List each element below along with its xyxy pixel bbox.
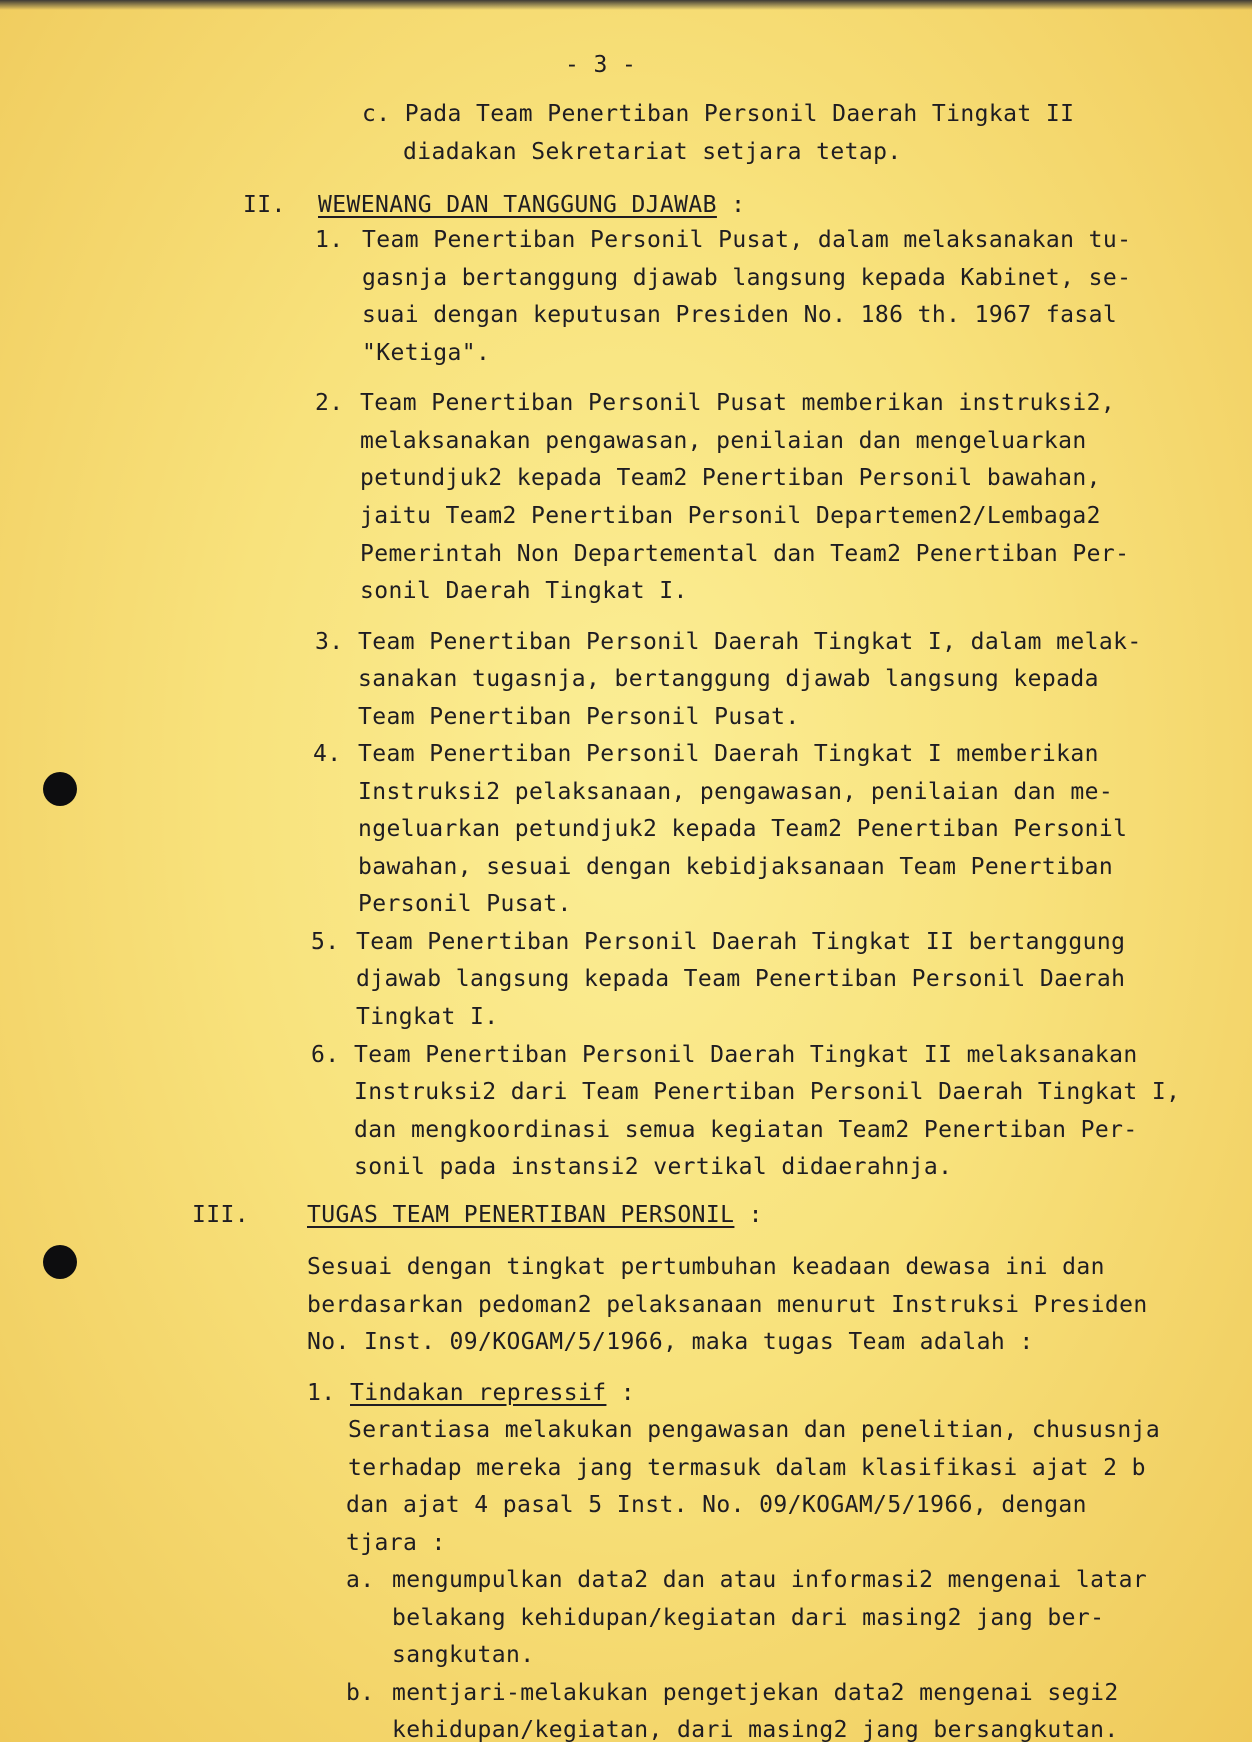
ii-3-line-1: Team Penertiban Personil Daerah Tingkat I, dalam melak- [358, 629, 1142, 655]
section-iii-heading-text: TUGAS TEAM PENERTIBAN PERSONIL [307, 1202, 735, 1228]
ii-2-number: 2. [315, 390, 344, 416]
iii-1-number: 1. [307, 1380, 336, 1406]
ii-6-line-2: Instruksi2 dari Team Penertiban Personil Daerah Tingkat I, [354, 1079, 1181, 1105]
ii-1-line-2: gasnja bertanggung djawab langsung kepada Kabinet, se- [362, 265, 1132, 291]
ii-2-line-6: sonil Daerah Tingkat I. [360, 578, 688, 604]
ii-6-line-3: dan mengkoordinasi semua kegiatan Team2 Penertiban Per- [354, 1117, 1138, 1143]
page-number: - 3 - [565, 52, 637, 78]
ii-2-line-4: jaitu Team2 Penertiban Personil Departemen2/Lembaga2 [360, 503, 1101, 529]
ii-1-number: 1. [315, 227, 344, 253]
ii-4-number: 4. [313, 741, 342, 767]
item-c-line-1: c. Pada Team Penertiban Personil Daerah Tingkat II [362, 101, 1075, 127]
ii-1-line-4: "Ketiga". [362, 340, 491, 366]
ii-4-line-4: bawahan, sesuai dengan kebidjaksanaan Team Penertiban [358, 854, 1114, 880]
ii-6-number: 6. [311, 1042, 340, 1068]
ii-1-line-1: Team Penertiban Personil Pusat, dalam melaksanakan tu- [362, 227, 1132, 253]
ii-3-number: 3. [315, 629, 344, 655]
iii-1a-line-3: sangkutan. [392, 1642, 535, 1668]
iii-1a-line-1: mengumpulkan data2 dan atau informasi2 mengenai latar [392, 1567, 1148, 1593]
section-iii-heading [307, 1200, 763, 1230]
iii-intro-line-2: berdasarkan pedoman2 pelaksanaan menurut Instruksi Presiden [307, 1292, 1148, 1318]
ii-4-line-5: Personil Pusat. [358, 891, 572, 917]
section-ii-heading [318, 190, 745, 220]
ii-6-line-1: Team Penertiban Personil Daerah Tingkat II melaksanakan [354, 1042, 1138, 1068]
punch-hole-top [43, 772, 77, 806]
iii-1b-line-1: mentjari-melakukan pengetjekan data2 mengenai segi2 [392, 1680, 1119, 1706]
iii-1-title-text: Tindakan repressif [350, 1380, 607, 1406]
ii-5-line-1: Team Penertiban Personil Daerah Tingkat II bertanggung [356, 929, 1126, 955]
section-ii-heading-colon: : [731, 192, 746, 218]
ii-2-line-5: Pemerintah Non Departemental dan Team2 Penertiban Per- [360, 541, 1130, 567]
ii-4-line-2: Instruksi2 pelaksanaan, pengawasan, penilaian dan me- [358, 779, 1114, 805]
iii-1-line-4: tjara : [346, 1530, 446, 1556]
iii-1-line-1: Serantiasa melakukan pengawasan dan penelitian, chususnja [348, 1417, 1161, 1443]
scan-top-edge [0, 0, 1252, 10]
ii-1-line-3: suai dengan keputusan Presiden No. 186 th. 1967 fasal [362, 302, 1118, 328]
ii-6-line-4: sonil pada instansi2 vertikal didaerahnja. [354, 1154, 953, 1180]
section-ii-numeral: II. [243, 192, 286, 218]
iii-1-line-3: dan ajat 4 pasal 5 Inst. No. 09/KOGAM/5/1966, dengan [346, 1492, 1087, 1518]
iii-1a-line-2: belakang kehidupan/kegiatan dari masing2 jang ber- [392, 1605, 1105, 1631]
iii-1-line-2: terhadap mereka jang termasuk dalam klasifikasi ajat 2 b [348, 1455, 1146, 1481]
section-iii-heading-colon: : [748, 1202, 763, 1228]
iii-intro-line-3: No. Inst. 09/KOGAM/5/1966, maka tugas Team adalah : [307, 1329, 1034, 1355]
section-ii-heading-text: WEWENANG DAN TANGGUNG DJAWAB [318, 192, 717, 218]
item-c-line-2: diadakan Sekretariat setjara tetap. [403, 139, 902, 165]
section-iii-numeral: III. [192, 1202, 249, 1228]
ii-2-line-2: melaksanakan pengawasan, penilaian dan mengeluarkan [360, 428, 1087, 454]
iii-1-title-colon: : [620, 1380, 635, 1406]
ii-4-line-3: ngeluarkan petundjuk2 kepada Team2 Penertiban Personil [358, 816, 1128, 842]
ii-2-line-1: Team Penertiban Personil Pusat memberikan instruksi2, [360, 390, 1116, 416]
ii-2-line-3: petundjuk2 kepada Team2 Penertiban Personil bawahan, [360, 465, 1101, 491]
iii-1b-line-2: kehidupan/kegiatan, dari masing2 jang bersangkutan. [392, 1717, 1119, 1742]
punch-hole-bottom [43, 1245, 77, 1279]
ii-5-line-2: djawab langsung kepada Team Penertiban Personil Daerah [356, 966, 1126, 992]
ii-3-line-3: Team Penertiban Personil Pusat. [358, 704, 800, 730]
iii-intro-line-1: Sesuai dengan tingkat pertumbuhan keadaan dewasa ini dan [307, 1254, 1105, 1280]
ii-5-number: 5. [311, 929, 340, 955]
iii-1b-letter: b. [346, 1680, 375, 1706]
ii-5-line-3: Tingkat I. [356, 1004, 499, 1030]
ii-3-line-2: sanakan tugasnja, bertanggung djawab langsung kepada [358, 666, 1099, 692]
iii-1-title [350, 1378, 635, 1408]
iii-1a-letter: a. [346, 1567, 375, 1593]
ii-4-line-1: Team Penertiban Personil Daerah Tingkat I memberikan [358, 741, 1099, 767]
